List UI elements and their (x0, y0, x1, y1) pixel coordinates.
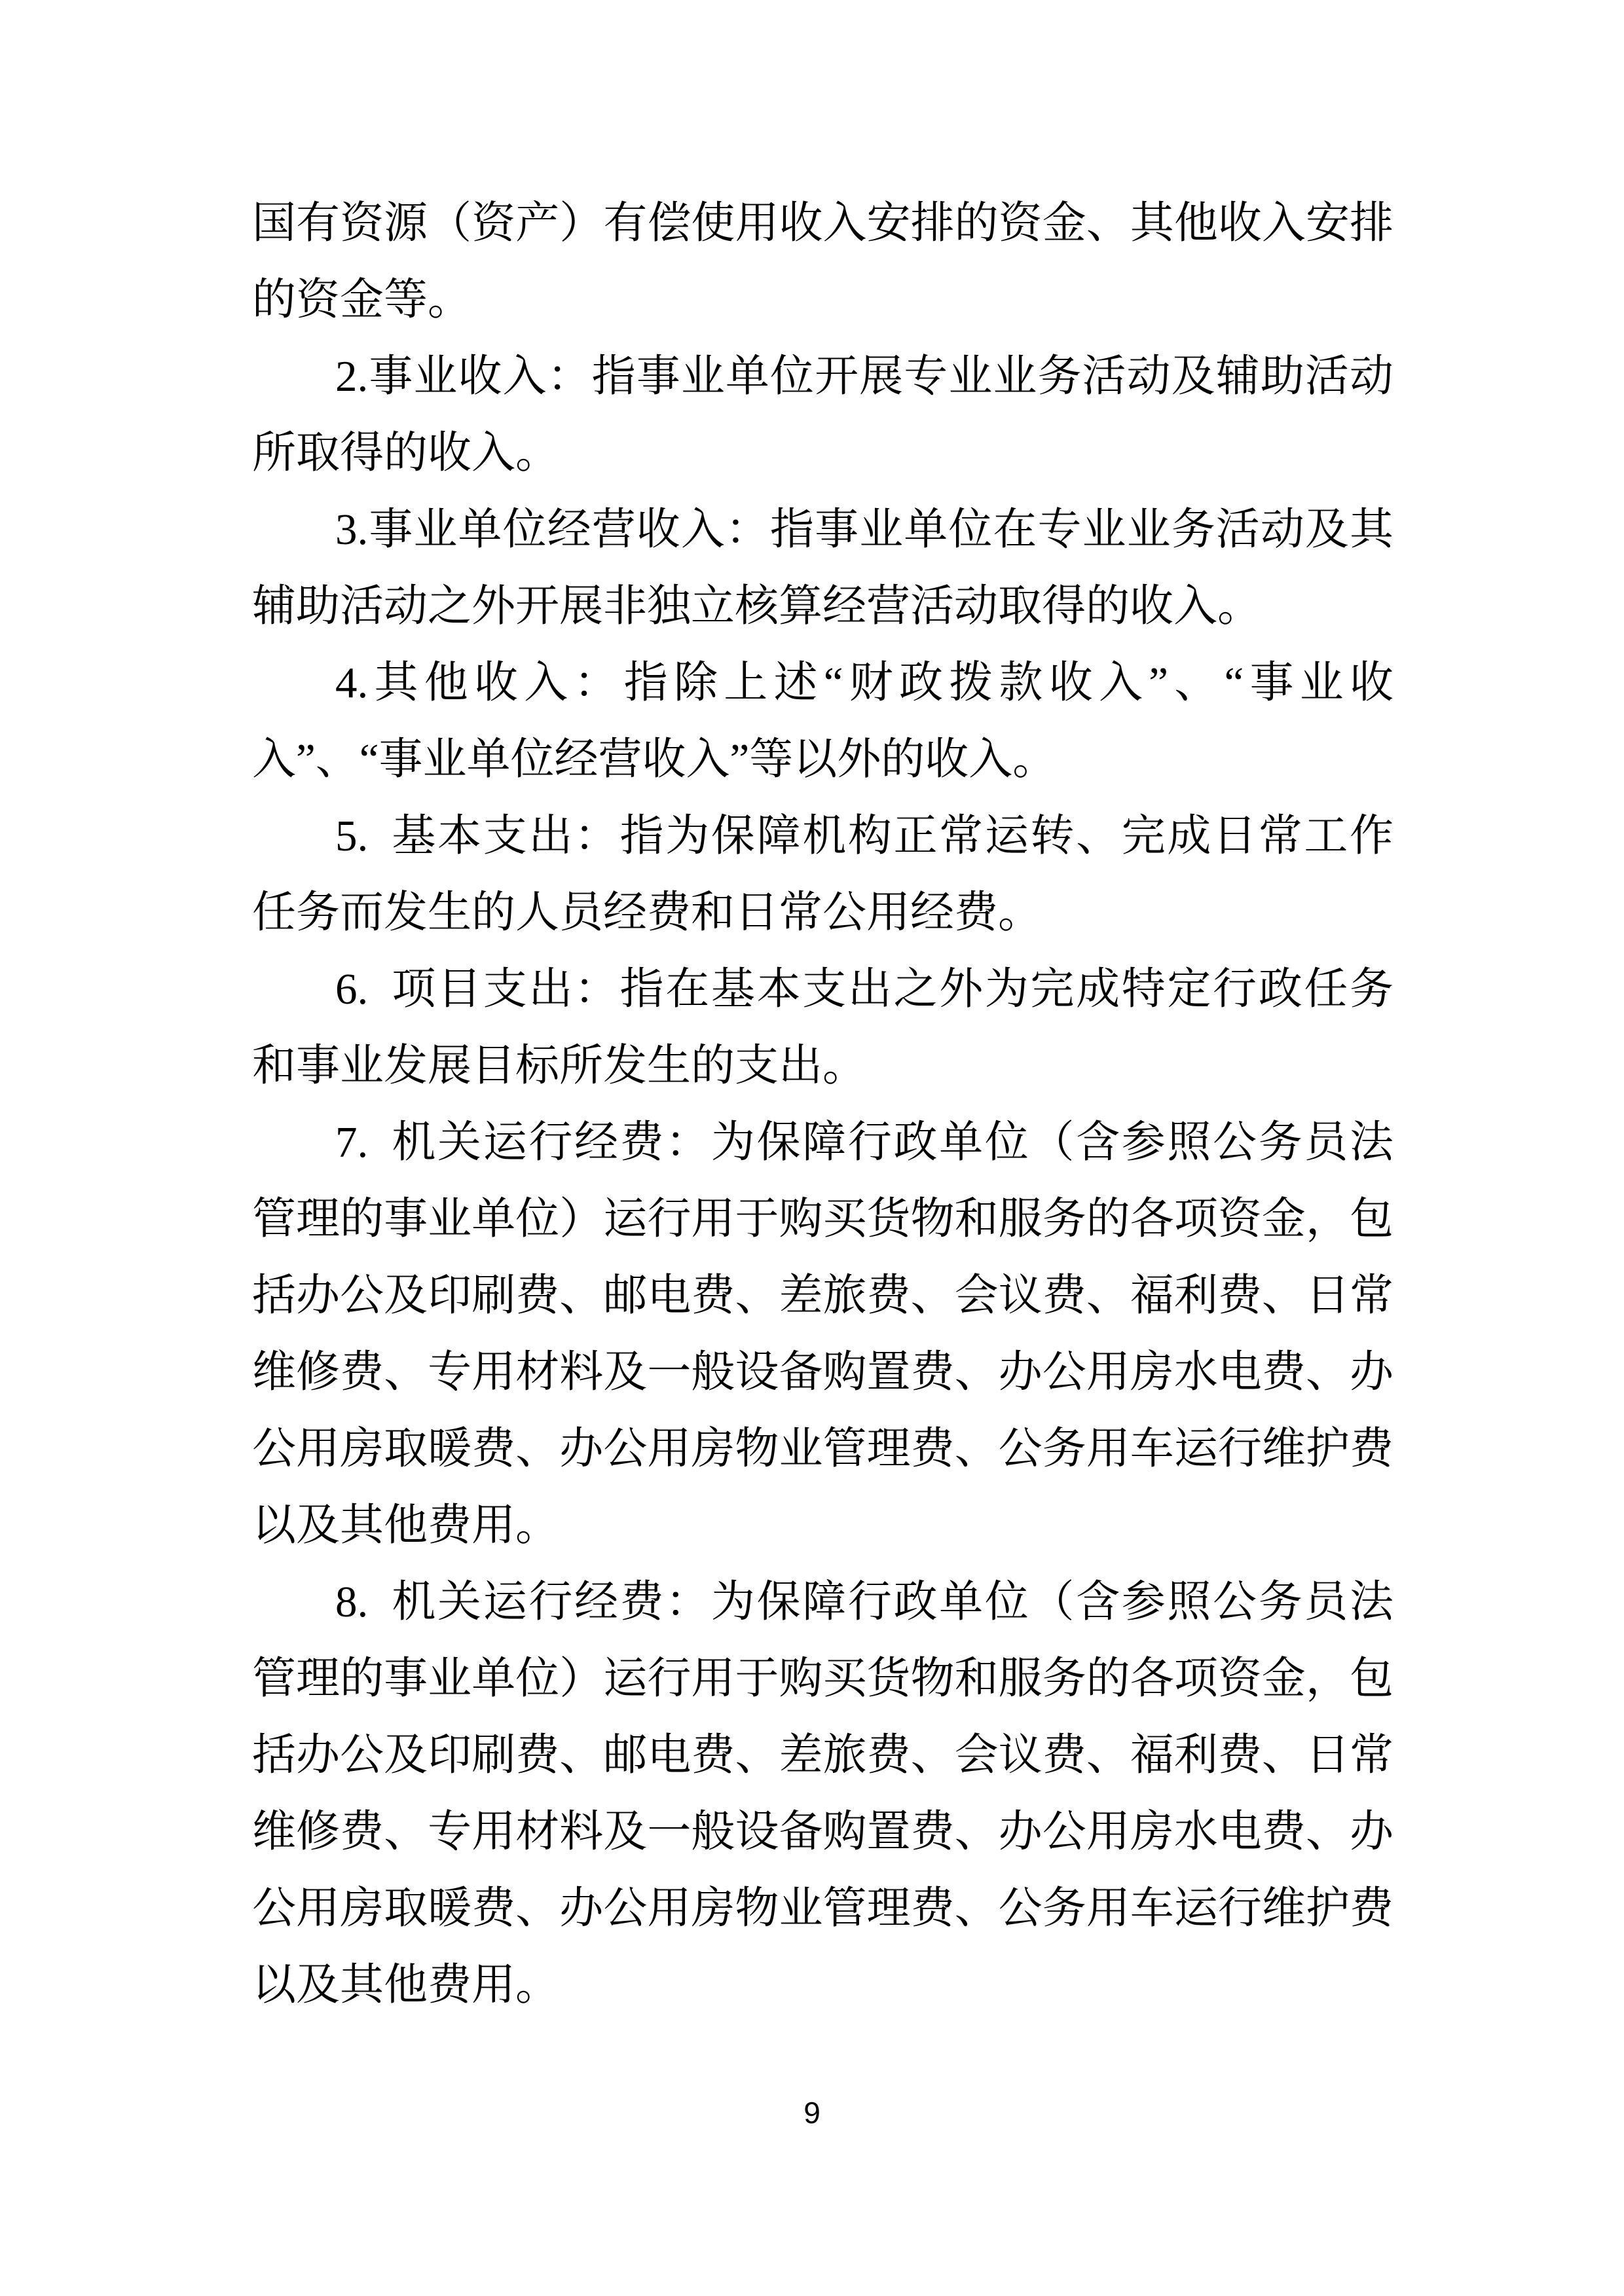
paragraph: 6. 项目支出：指在基本支出之外为完成特定行政任务和事业发展目标所发生的支出。 (252, 965, 1393, 1090)
paragraph: 2.事业收入：指事业单位开展专业业务活动及辅助活动所取得的收入。 (252, 352, 1393, 477)
document-body (252, 185, 1393, 2024)
paragraph: 7. 机关运行经费：为保障行政单位（含参照公务员法管理的事业单位）运行用于购买货物和服务的各项资金，包括办公及印刷费、邮电费、差旅费、会议费、福利费、日常维修费、专用材料及一般设备购置费、办公用房水电费、办公用房取暖费、办公用房物业管理费、公务用车运行维护费以及其他费用。 (252, 1118, 1393, 1550)
paragraph: 5. 基本支出：指为保障机构正常运转、完成日常工作任务而发生的人员经费和日常公用经费。 (252, 812, 1393, 937)
page-number: 9 (803, 2096, 821, 2130)
paragraph: 4.其他收入：指除上述“财政拨款收入”、“事业收入”、“事业单位经营收入”等以外的收入。 (252, 659, 1393, 784)
paragraph: 8. 机关运行经费：为保障行政单位（含参照公务员法管理的事业单位）运行用于购买货物和服务的各项资金，包括办公及印刷费、邮电费、差旅费、会议费、福利费、日常维修费、专用材料及一般设备购置费、办公用房水电费、办公用房取暖费、办公用房物业管理费、公务用车运行维护费以及其他费用。 (252, 1578, 1393, 2009)
paragraph: 3.事业单位经营收入：指事业单位在专业业务活动及其辅助活动之外开展非独立核算经营活动取得的收入。 (252, 505, 1393, 630)
paragraph: 国有资源（资产）有偿使用收入安排的资金、其他收入安排的资金等。 (252, 199, 1393, 324)
